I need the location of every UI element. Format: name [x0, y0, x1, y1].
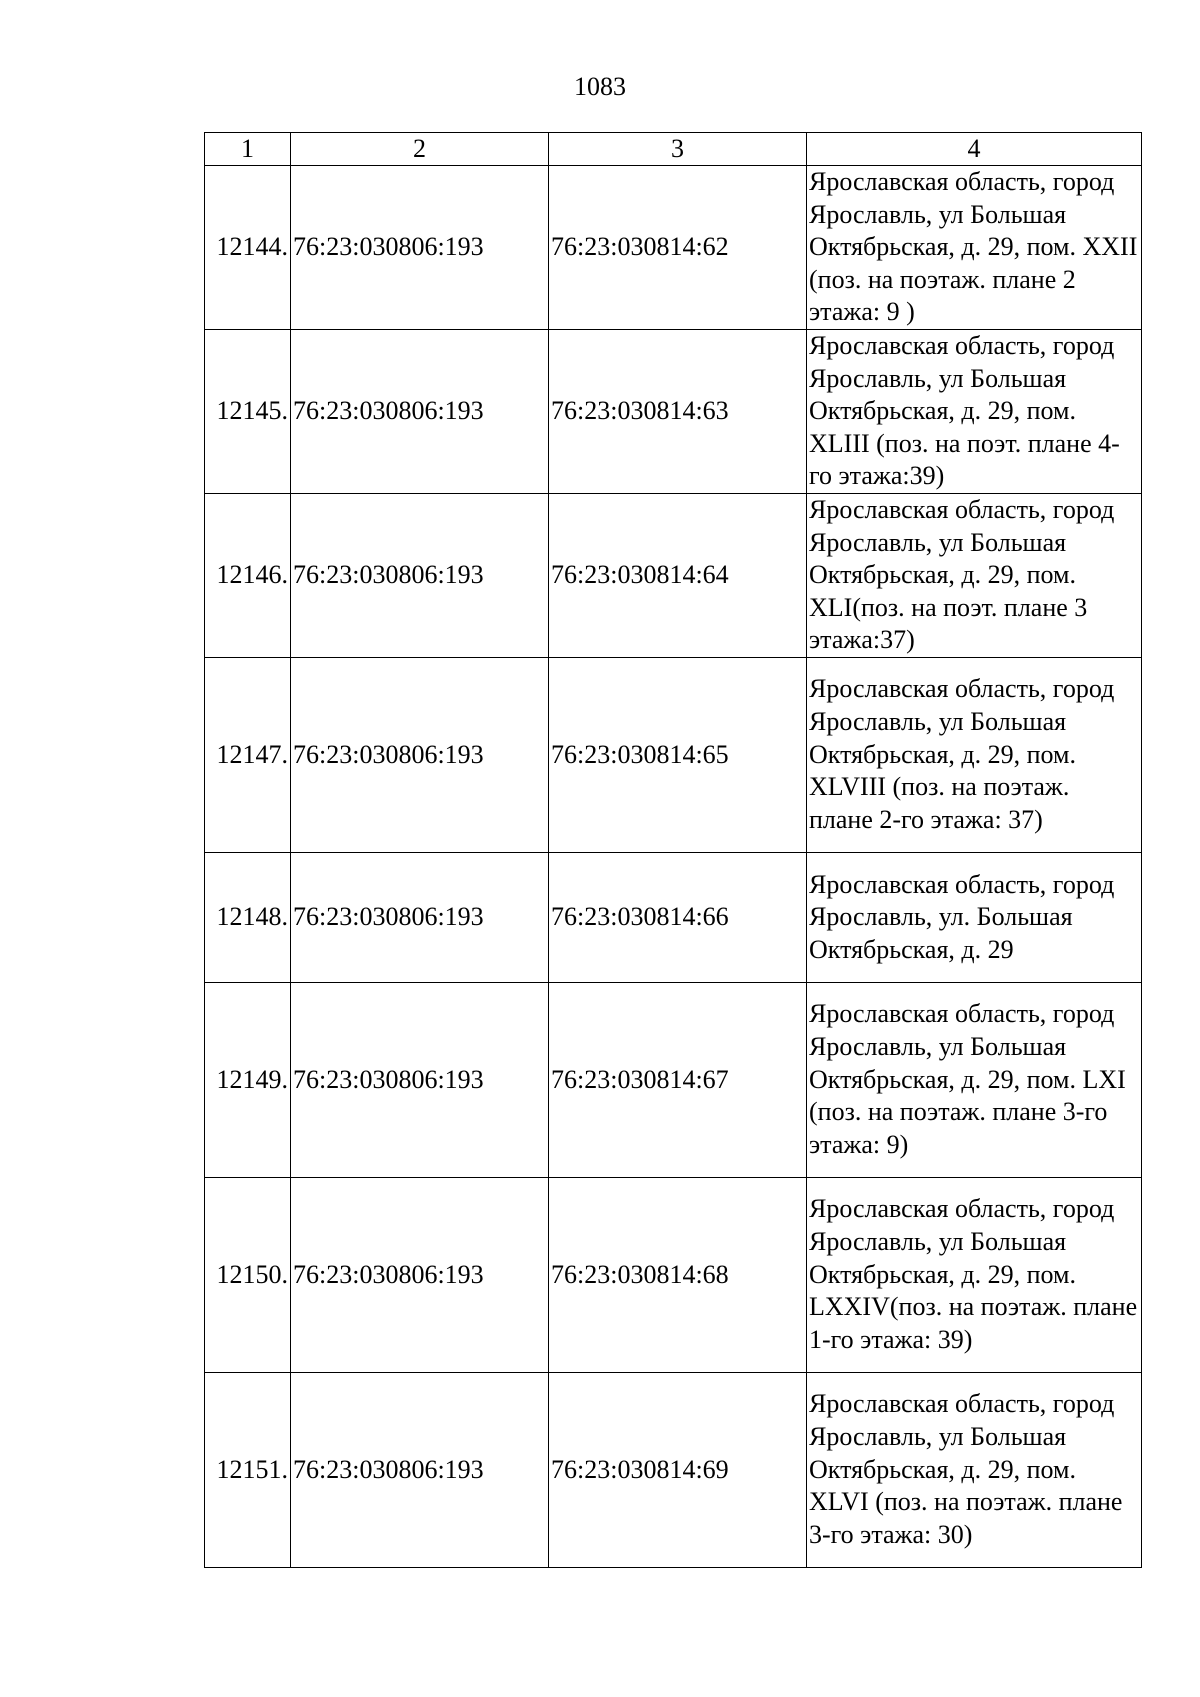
table-row — [205, 1177, 1142, 1372]
cadastral-number: 76:23:030814:67 — [549, 982, 807, 1177]
table-header-row — [205, 133, 1142, 166]
table-row — [205, 166, 1142, 330]
row-number: 12145. — [205, 329, 291, 493]
address: Ярославская область, город Ярославль, ул Большая Октябрьская, д. 29, пом. XLIII (поз. на поэт. плане 4-го этажа:39) — [807, 329, 1142, 493]
row-number: 12146. — [205, 493, 291, 657]
address: Ярославская область, город Ярославль, ул Большая Октябрьская, д. 29, пом. XLVIII (поз. на поэтаж. плане 2-го этажа: 37) — [807, 657, 1142, 852]
row-number: 12147. — [205, 657, 291, 852]
table-row — [205, 1372, 1142, 1567]
address: Ярославская область, город Ярославль, ул Большая Октябрьская, д. 29, пом. LXI (поз. на поэтаж. плане 3-го этажа: 9) — [807, 982, 1142, 1177]
table-row — [205, 852, 1142, 982]
table-row — [205, 493, 1142, 657]
parent-cadastral-number: 76:23:030806:193 — [291, 166, 549, 330]
column-header-4: 4 — [807, 133, 1142, 166]
row-number: 12148. — [205, 852, 291, 982]
table-row — [205, 657, 1142, 852]
address: Ярославская область, город Ярославль, ул Большая Октябрьская, д. 29, пом. XXII (поз. на поэтаж. плане 2 этажа: 9 ) — [807, 166, 1142, 330]
column-header-2: 2 — [291, 133, 549, 166]
cadastral-number: 76:23:030814:66 — [549, 852, 807, 982]
parent-cadastral-number: 76:23:030806:193 — [291, 982, 549, 1177]
table-row — [205, 329, 1142, 493]
row-number: 12144. — [205, 166, 291, 330]
cadastral-number: 76:23:030814:64 — [549, 493, 807, 657]
parent-cadastral-number: 76:23:030806:193 — [291, 493, 549, 657]
table-row — [205, 982, 1142, 1177]
parent-cadastral-number: 76:23:030806:193 — [291, 1372, 549, 1567]
cadastral-number: 76:23:030814:63 — [549, 329, 807, 493]
parent-cadastral-number: 76:23:030806:193 — [291, 852, 549, 982]
address: Ярославская область, город Ярославль, ул Большая Октябрьская, д. 29, пом. LXXIV(поз. на поэтаж. плане 1-го этажа: 39) — [807, 1177, 1142, 1372]
cadastral-number: 76:23:030814:69 — [549, 1372, 807, 1567]
address: Ярославская область, город Ярославль, ул. Большая Октябрьская, д. 29 — [807, 852, 1142, 982]
column-header-3: 3 — [549, 133, 807, 166]
cadastral-number: 76:23:030814:62 — [549, 166, 807, 330]
column-header-1: 1 — [205, 133, 291, 166]
cadastral-number: 76:23:030814:68 — [549, 1177, 807, 1372]
parent-cadastral-number: 76:23:030806:193 — [291, 1177, 549, 1372]
cadastral-number: 76:23:030814:65 — [549, 657, 807, 852]
address: Ярославская область, город Ярославль, ул Большая Октябрьская, д. 29, пом. XLVI (поз. на поэтаж. плане 3-го этажа: 30) — [807, 1372, 1142, 1567]
parent-cadastral-number: 76:23:030806:193 — [291, 657, 549, 852]
address: Ярославская область, город Ярославль, ул Большая Октябрьская, д. 29, пом. XLI(поз. на поэт. плане 3 этажа:37) — [807, 493, 1142, 657]
registry-table — [204, 132, 1142, 1568]
row-number: 12150. — [205, 1177, 291, 1372]
row-number: 12151. — [205, 1372, 291, 1567]
parent-cadastral-number: 76:23:030806:193 — [291, 329, 549, 493]
page-number: 1083 — [574, 72, 626, 101]
row-number: 12149. — [205, 982, 291, 1177]
